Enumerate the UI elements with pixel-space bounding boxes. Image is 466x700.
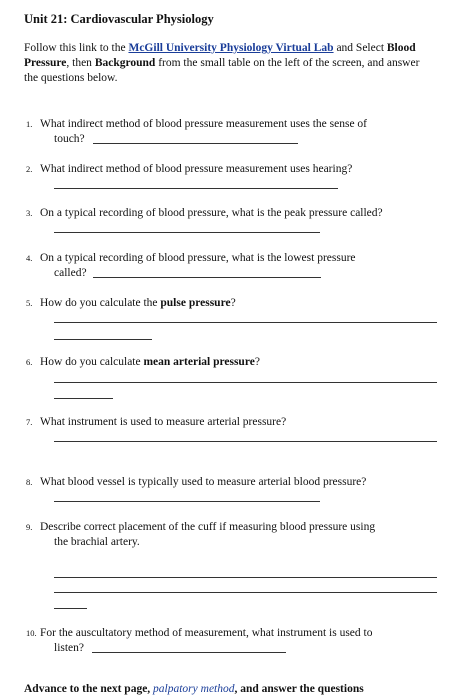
question-bold: mean arterial pressure [143, 356, 255, 368]
question-suffix: ? [230, 297, 236, 309]
question-text-cont: called? [54, 267, 87, 279]
intro-background: Background [94, 57, 156, 69]
question-8 [26, 475, 440, 490]
answer-line[interactable] [54, 577, 437, 578]
question-text-cont: listen? [54, 642, 85, 654]
answer-line[interactable] [54, 382, 437, 383]
question-5 [26, 296, 440, 311]
answer-line[interactable] [54, 339, 152, 340]
question-text-cont: the brachial artery. [54, 536, 140, 548]
answer-line[interactable] [54, 501, 320, 502]
question-3 [26, 206, 440, 221]
question-9 [26, 520, 440, 550]
question-7 [26, 415, 440, 430]
answer-line[interactable] [93, 277, 321, 278]
answer-line[interactable] [54, 441, 437, 442]
question-text: How do you calculate the [40, 297, 161, 309]
question-number: 1. [26, 119, 33, 129]
virtual-lab-link[interactable]: McGill University Physiology Virtual Lab [128, 42, 334, 54]
question-number: 2. [26, 164, 33, 174]
question-text: How do you calculate [40, 356, 144, 368]
question-number: 3. [26, 208, 33, 218]
intro-after-link: and Select [333, 42, 387, 54]
answer-line[interactable] [54, 608, 87, 609]
answer-line[interactable] [92, 652, 286, 653]
question-text-cont: touch? [54, 133, 85, 145]
intro-paragraph [24, 41, 434, 86]
answer-line[interactable] [54, 592, 437, 593]
question-text: On a typical recording of blood pressure, what is the lowest pressure [40, 252, 356, 264]
intro-blood-pressure: Blood Pressure [24, 42, 416, 69]
question-number: 7. [26, 417, 33, 427]
question-number: 9. [26, 522, 33, 532]
question-text: What indirect method of blood pressure measurement uses the sense of [40, 118, 368, 130]
question-number: 6. [26, 357, 33, 367]
question-suffix: ? [254, 356, 260, 368]
footer-suffix: , and answer the questions [234, 683, 364, 695]
answer-line[interactable] [54, 188, 338, 189]
question-number: 5. [26, 298, 33, 308]
question-bold: pulse pressure [160, 297, 231, 309]
question-number: 10. [26, 628, 37, 638]
intro-then: , then [66, 57, 95, 69]
question-text: On a typical recording of blood pressure, what is the peak pressure called? [40, 207, 383, 219]
footer-instruction [24, 683, 364, 695]
question-text: For the auscultatory method of measurement, what instrument is used to [40, 627, 373, 639]
answer-line[interactable] [93, 143, 298, 144]
answer-line[interactable] [54, 322, 437, 323]
question-text: What blood vessel is typically used to measure arterial blood pressure? [40, 476, 367, 488]
question-text: What indirect method of blood pressure measurement uses hearing? [40, 163, 353, 175]
question-number: 8. [26, 477, 33, 487]
footer-prefix: Advance to the next page, [24, 683, 154, 695]
question-text: What instrument is used to measure arterial pressure? [40, 416, 287, 428]
answer-line[interactable] [54, 398, 113, 399]
question-2 [26, 162, 440, 177]
intro-rest: from the small table on the left of the screen, and answer the questions below. [24, 57, 420, 84]
page-title: Unit 21: Cardiovascular Physiology [24, 12, 214, 26]
answer-line[interactable] [54, 232, 320, 233]
question-text: Describe correct placement of the cuff if measuring blood pressure using [40, 521, 376, 533]
intro-prefix: Follow this link to the [24, 42, 129, 54]
palpatory-method-link[interactable]: palpatory method [153, 683, 235, 695]
question-number: 4. [26, 253, 33, 263]
question-6 [26, 355, 440, 370]
